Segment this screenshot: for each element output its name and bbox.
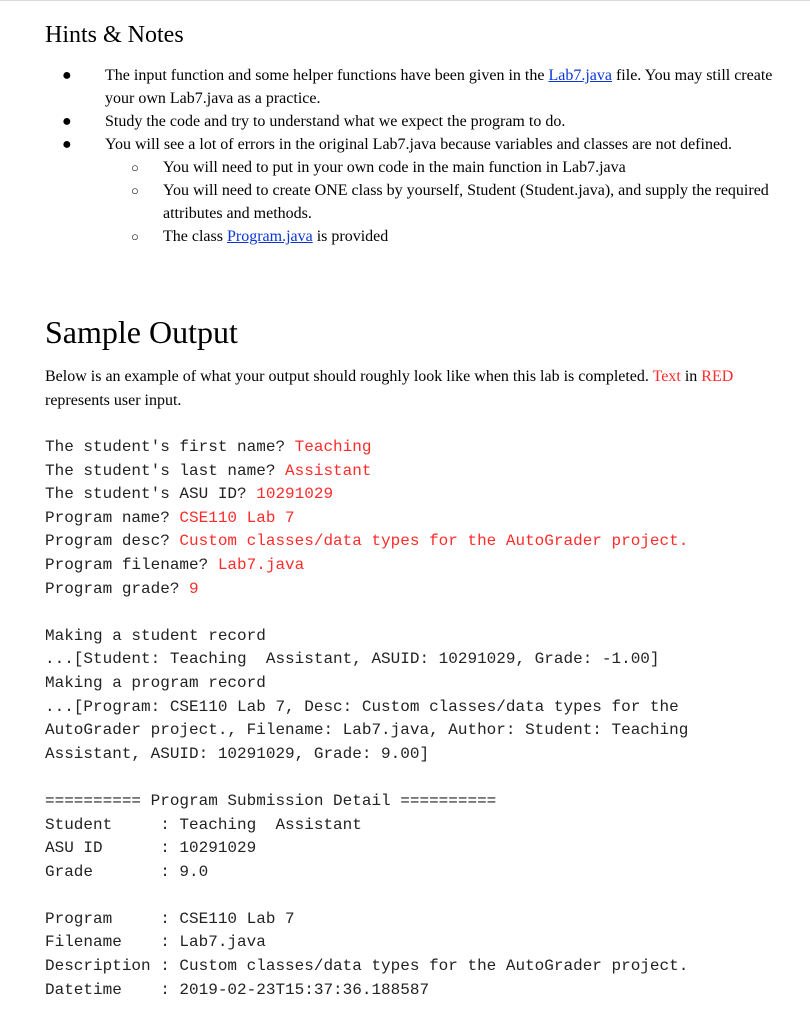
circle-bullet-icon: ○ — [131, 160, 139, 175]
lab7-java-link[interactable]: Lab7.java — [548, 67, 612, 84]
sub-list-item: ○ The class Program.java is provided — [45, 225, 790, 248]
top-divider — [0, 0, 810, 1]
list-item: ● The input function and some helper functions have been given in the Lab7.java file. You may still create your own Lab7.java as a practice. — [45, 64, 790, 110]
program-java-link[interactable]: Program.java — [226, 228, 313, 245]
list-item: ● Study the code and try to understand what we expect the program to do. — [45, 110, 790, 133]
console-output: The student's first name? Teaching The student's last name? Assistant The student's ASU ID? 10291029 Program name? CSE110 Lab 7 Program desc? Custom classes/data types for the AutoGrader project. Program filename? Lab7.java Program grade? 9 Making a student record ...[Student: Teaching Assistant, ASUID: 10291029, Grade: -1.00] Making a program record ...[Program: CSE110 Lab 7, Desc: Custom classes/data types for the AutoGrader project., Filename: Lab7.java, Author: Student: Teaching Assistant, ASUID: 10291029, Grade: 9.00] ========== Program Submission Detail ========== Student : Teaching Assistant ASU ID : 10291029 Grade : 9.0 Program : CSE110 Lab 7 Filename : Lab7.java Description : Custom classes/data types for the AutoGrader project. Datetime : 2019-02-23T15:37:36.188587 — [45, 438, 689, 999]
circle-bullet-icon: ○ — [131, 183, 139, 198]
bullet-icon: ● — [62, 113, 72, 130]
sub-list-item: ○ You will need to create ONE class by yourself, Student (Student.java), and supply the required attributes and methods. — [45, 179, 790, 225]
hints-heading: Hints & Notes — [45, 22, 184, 48]
sample-output-heading: Sample Output — [45, 314, 238, 350]
sub-list-item: ○ You will need to put in your own code in the main function in Lab7.java — [45, 156, 790, 179]
circle-bullet-icon: ○ — [131, 229, 139, 244]
sample-intro: Below is an example of what your output should roughly look like when this lab is completed. Text in RED represents user input. — [45, 368, 734, 409]
list-item: ● You will see a lot of errors in the original Lab7.java because variables and classes are not defined. — [45, 133, 790, 156]
hints-list — [45, 64, 790, 248]
bullet-icon: ● — [62, 67, 72, 84]
bullet-icon: ● — [62, 136, 72, 153]
